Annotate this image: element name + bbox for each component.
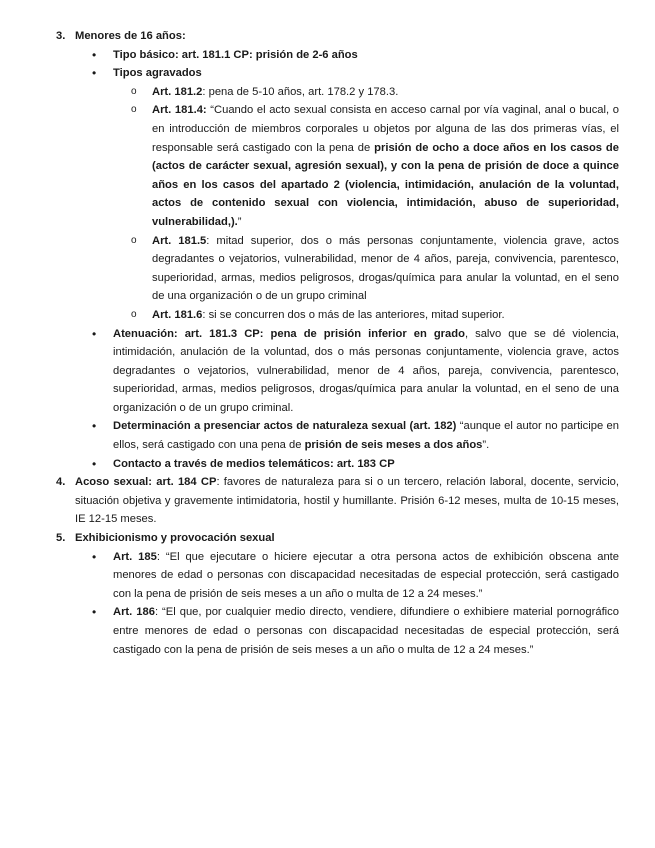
article-label: Art. 181.5 — [152, 234, 207, 247]
tipos-agravados-text: Tipos agravados — [113, 67, 202, 80]
article-bold-text: prisión de ocho a doce años en los casos de (actos de carácter sexual, agresión sexual), y con la pena de prisión de doce a quince años en los casos del apartado 2 (violencia, intimidación, anulación de la voluntad, actos de contenido sexual con violencia, intimidación, abuso de superioridad, vulnerabilidad,). — [152, 141, 619, 228]
article-text: : “El que, por cualquier medio directo, vendiere, difundiere o exhibiere material pornográfico entre menores de edad o personas con discapacidad necesitadas de especial protección, será castigado con la pena de prisión de seis meses a un año o multa de 12 a 24 meses.” — [113, 606, 619, 656]
bullet-art-186 — [0, 603, 655, 659]
acoso-bold: Acoso sexual: art. 184 CP — [75, 476, 217, 489]
determinacion-text: “aunque el autor no participe en ellos, será castigado con una pena de — [113, 420, 619, 452]
bullet-atenuacion — [0, 325, 655, 418]
sub-item-181-4 — [0, 101, 655, 231]
bullet-marker: • — [92, 419, 97, 434]
bullet-marker: • — [92, 66, 97, 81]
bullet-tipos-agravados — [0, 64, 655, 83]
list-item-4 — [0, 473, 655, 529]
tipo-basico-text: Tipo básico: art. 181.1 CP: prisión de 2-6 años — [113, 48, 358, 61]
article-label: Art. 181.4: — [152, 104, 207, 117]
acoso-text: : favores de naturaleza para si o un tercero, relación laboral, docente, servicio, situación objetiva y gravemente intimidatoria, hostil y humillante. Prisión 6-12 meses, multa de 10-15 meses, IE 12-15 meses. — [75, 476, 620, 526]
sub-item-181-5 — [0, 232, 655, 306]
determinacion-bold-2: prisión de seis meses a dos años — [304, 439, 483, 452]
item-number: 5. — [56, 532, 66, 545]
item-title: Exhibicionismo y provocación sexual — [75, 532, 275, 545]
item-number: 3. — [56, 30, 66, 42]
bullet-marker: • — [92, 326, 97, 341]
article-label: Art. 181.2 — [152, 85, 203, 98]
article-label: Art. 181.6 — [152, 308, 203, 321]
article-text: : si se concurren dos o más de las anteriores, mitad superior. — [202, 308, 505, 321]
list-item-5 — [0, 529, 655, 548]
item-title: Menores de 16 años: — [75, 30, 186, 42]
bullet-determinacion — [0, 417, 655, 454]
determinacion-text-end: ”. — [482, 439, 490, 452]
article-text-end: ” — [237, 215, 242, 228]
article-text: “Cuando el acto sexual consista en acceso carnal por vía vaginal, anal o bucal, o en introducción de miembros corporales u objetos por alguna de las dos primeras vías, el responsable será castigado con la pena de — [152, 104, 619, 154]
bullet-tipo-basico — [0, 46, 655, 65]
determinacion-bold: Determinación a presenciar actos de naturaleza sexual (art. 182) — [113, 420, 457, 433]
atenuacion-bold: Atenuación: art. 181.3 CP: pena de prisión inferior en grado — [113, 327, 465, 340]
article-text: : “El que ejecutare o hiciere ejecutar a otra persona actos de exhibición obscena ante menores de edad o personas con discapacidad necesitadas de especial protección, será castigado con la pena de prisión de seis meses a un año o multa de 12 a 24 meses.” — [113, 550, 620, 600]
bullet-marker: • — [92, 549, 97, 564]
article-text: : pena de 5-10 años, art. 178.2 y 178.3. — [202, 85, 399, 98]
contacto-text: Contacto a través de medios telemáticos: art. 183 CP — [113, 457, 395, 470]
atenuacion-text: , salvo que se dé violencia, intimidación, anulación de la voluntad, dos o más personas conjuntamente, violencia grave, actos degradantes o vejatorios, vulnerabilidad, menor de 4 años, pareja, convivencia, parentesco, superioridad, armas, medios peligrosos, drogas/química para anular la voluntad, en el seno de una organización o de un grupo criminal. — [113, 327, 619, 414]
sub-item-181-2 — [0, 83, 655, 102]
bullet-marker: • — [92, 456, 97, 471]
circle-marker: o — [131, 85, 137, 97]
circle-marker: o — [131, 308, 137, 320]
document-page — [0, 27, 655, 659]
bullet-marker: • — [92, 605, 97, 620]
bullet-contacto — [0, 455, 655, 474]
list-item-3 — [0, 27, 655, 46]
item-number: 4. — [56, 476, 66, 489]
bullet-art-185 — [0, 548, 655, 604]
bullet-marker: • — [92, 47, 97, 62]
circle-marker: o — [131, 234, 137, 246]
article-label: Art. 186 — [113, 606, 155, 619]
circle-marker: o — [131, 104, 137, 116]
article-text: : mitad superior, dos o más personas conjuntamente, violencia grave, actos degradantes o vejatorios, vulnerabilidad, menor de 4 años, pareja, convivencia, parentesco, superioridad, armas, medios peligrosos, drogas/química para anular la voluntad, en el seno de una organización o de un grupo criminal — [152, 234, 619, 303]
sub-item-181-6 — [0, 306, 655, 325]
article-label: Art. 185 — [113, 550, 157, 563]
